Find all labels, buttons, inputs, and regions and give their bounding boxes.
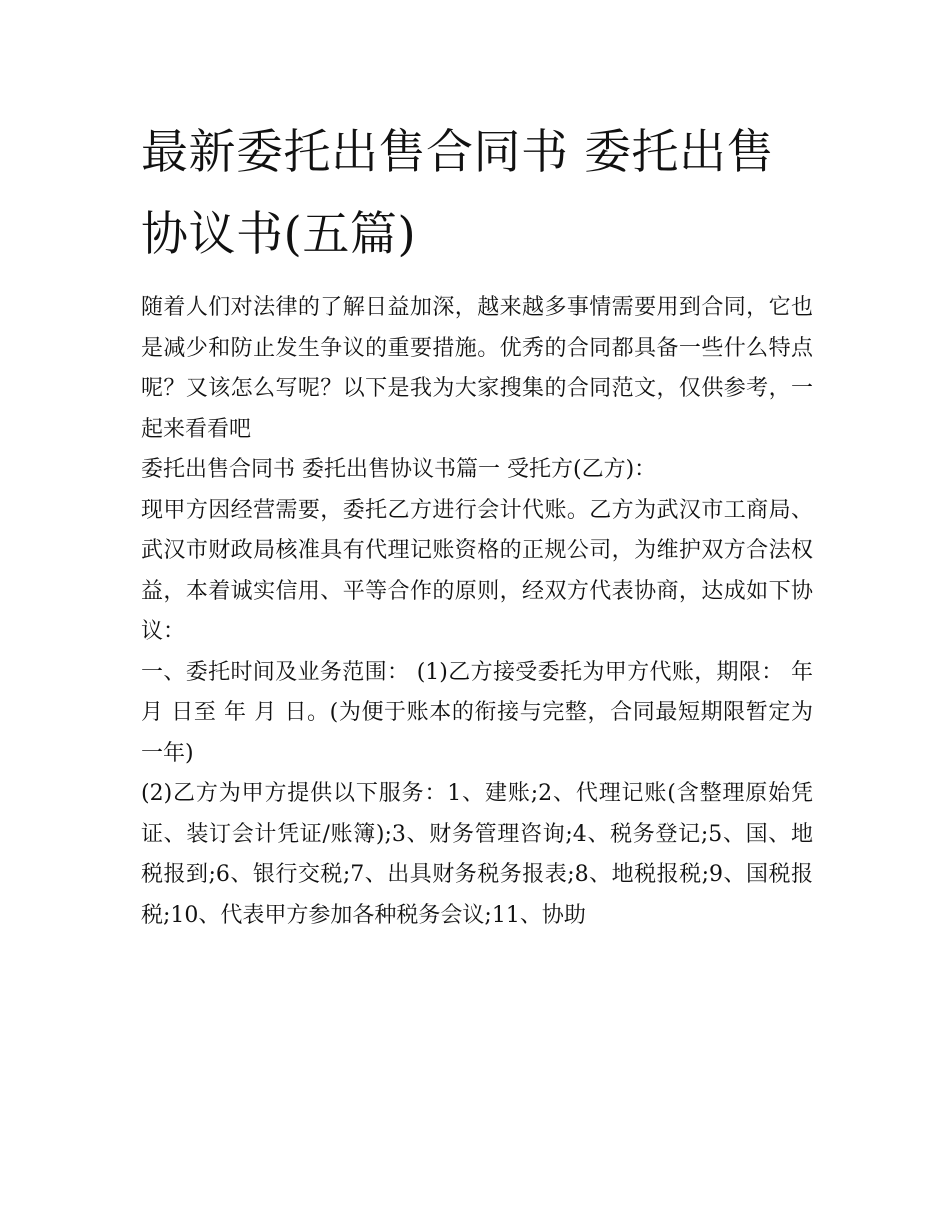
- document-title: 最新委托出售合同书 委托出售协议书(五篇): [141, 125, 774, 262]
- paragraph-section-heading: 委托出售合同书 委托出售协议书篇一 受托方(乙方)：: [141, 457, 657, 482]
- paragraph-clause-1: 一、委托时间及业务范围： (1)乙方接受委托为甲方代账，期限： 年 月 日至 年 月 日。(为便于账本的衔接与完整，合同最短期限暂定为一年): [141, 659, 813, 766]
- paragraph-intro: 随着人们对法律的了解日益加深，越来越多事情需要用到合同，它也是减少和防止发生争议的重要措施。优秀的合同都具备一些什么特点呢？又该怎么写呢？以下是我为大家搜集的合同范文，仅供参考，一起来看看吧: [141, 295, 813, 442]
- paragraph-clause-2: (2)乙方为甲方提供以下服务：1、建账;2、代理记账(含整理原始凭证、装订会计凭证/账簿);3、财务管理咨询;4、税务登记;5、国、地税报到;6、银行交税;7、出具财务税务报表;8、地税报税;9、国税报税;10、代表甲方参加各种税务会议;11、协助: [141, 781, 813, 928]
- document-body: [141, 112, 813, 936]
- paragraph-preamble: 现甲方因经营需要，委托乙方进行会计代账。乙方为武汉市工商局、武汉市财政局核准具有代理记账资格的正规公司，为维护双方合法权益，本着诚实信用、平等合作的原则，经双方代表协商，达成如下协议：: [141, 497, 813, 644]
